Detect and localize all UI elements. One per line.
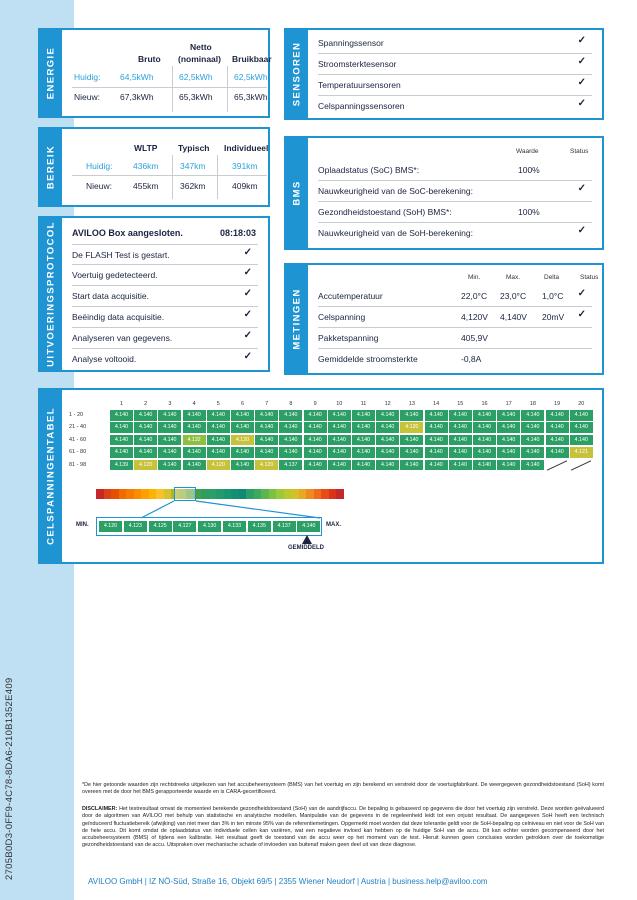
cell-voltage: 4.140: [400, 410, 423, 421]
cell-voltage: 4.137: [279, 460, 302, 471]
cell-voltage: 4.140: [352, 435, 375, 446]
cell-voltage: 4.140: [134, 435, 157, 446]
col-netto-line2: (nominaal): [178, 54, 221, 64]
cell-voltage: 4.140: [328, 460, 351, 471]
bms-row-label: Nauwkeurigheid van de SoH-berekening:: [318, 228, 473, 238]
cell-voltage: 4.140: [279, 435, 302, 446]
bms-tab: BMS: [286, 138, 308, 248]
sensoren-tab: SENSOREN: [286, 30, 308, 118]
cell-voltage: 4.140: [328, 422, 351, 433]
sensoren-panel: [284, 28, 604, 120]
bereik-wltp-current: 436km: [133, 161, 159, 171]
bms-panel: [284, 136, 604, 250]
cell-voltage: 4.140: [255, 447, 278, 458]
col-max: Max.: [506, 274, 521, 281]
average-marker-icon: [302, 535, 312, 544]
cell-voltage: 4.140: [134, 410, 157, 421]
cell-voltage: 4.140: [497, 410, 520, 421]
cell-voltage: 4.140: [400, 447, 423, 458]
scale-value: 4.140: [297, 521, 320, 532]
bms-row-label: Nauwkeurigheid van de SoC-berekening:: [318, 186, 473, 196]
cell-voltage: 4.140: [376, 435, 399, 446]
scale-value: 4.127: [173, 521, 196, 532]
bereik-typisch-new: 362km: [180, 181, 206, 191]
col-status: Status: [570, 148, 589, 155]
footer-contact: AVILOO GmbH | IZ NÖ-Süd, Straße 16, Objekt 69/5 | 2355 Wiener Neudorf | Austria | business.help@aviloo.com: [88, 877, 488, 886]
cell-voltage: 4.120: [134, 460, 157, 471]
cell-voltage: 4.140: [207, 435, 230, 446]
cell-voltage: 4.140: [134, 422, 157, 433]
check-icon: ✓: [577, 309, 586, 320]
cell-voltage: 4.140: [183, 460, 206, 471]
cell-voltage: 4.132: [183, 435, 206, 446]
cell-voltage: 4.140: [473, 410, 496, 421]
scale-value: 4.130: [198, 521, 221, 532]
scale-range-box: [96, 517, 322, 536]
meting-value: 4,120V: [461, 312, 488, 322]
scale-value: 4.137: [273, 521, 296, 532]
energie-bruto-current: 64,5kWh: [120, 72, 154, 82]
cell-voltage: 4.140: [158, 460, 181, 471]
sensor-item: Temperatuursensoren: [318, 80, 401, 90]
cell-voltage: 4.140: [110, 410, 133, 421]
cell-voltage: 4.140: [328, 410, 351, 421]
cell-voltage: 4.140: [352, 460, 375, 471]
energie-panel: [38, 28, 270, 118]
footer-note: *De hier getoonde waarden zijn rechtstreeks uitgelezen van het accubeheersysteem (BMS) van het voertuig en zijn berekend en verstrekt door de voertuigfabrikant. De weergegeven gezondheidstoestand (SoH) komt overeen met de door het BMS gerapporteerde waarde en is CARA-gecertificeerd.: [82, 782, 604, 796]
cell-voltage: 4.140: [231, 422, 254, 433]
cell-voltage: 4.140: [279, 447, 302, 458]
col-bruikbaar: Bruikbaar: [232, 54, 272, 64]
cell-voltage: 4.140: [376, 410, 399, 421]
sensor-item: Celspanningssensoren: [318, 101, 405, 111]
cell-voltage: 4.140: [425, 447, 448, 458]
cell-voltage: 4.140: [304, 460, 327, 471]
cell-voltage: 4.140: [497, 447, 520, 458]
cell-voltage: 4.120: [231, 435, 254, 446]
cell-voltage: 4.140: [134, 447, 157, 458]
col-status: Status: [580, 274, 599, 281]
column-label: 16: [481, 401, 488, 407]
cell-voltage: 4.140: [183, 422, 206, 433]
column-label: 15: [457, 401, 464, 407]
column-label: 18: [529, 401, 536, 407]
check-icon: ✓: [577, 288, 586, 299]
cell-voltage: 4.140: [425, 422, 448, 433]
cell-voltage: 4.140: [473, 460, 496, 471]
check-icon: ✓: [243, 309, 252, 320]
document-id: 2705B0D3-0FF9-4C78-8DA6-210B1352E409: [4, 677, 15, 880]
cell-voltage: 4.140: [570, 410, 593, 421]
check-icon: ✓: [243, 267, 252, 278]
protocol-time: 08:18:03: [219, 228, 256, 238]
energie-label-new: Nieuw:: [74, 92, 100, 102]
scale-value: 4.125: [149, 521, 172, 532]
check-icon: ✓: [577, 56, 586, 67]
check-icon: ✓: [577, 77, 586, 88]
col-wltp: WLTP: [134, 143, 158, 153]
cell-voltage: 4.120: [400, 422, 423, 433]
cell-voltage: 4.120: [255, 460, 278, 471]
cell-voltage: 4.140: [449, 460, 472, 471]
cell-voltage: 4.140: [158, 435, 181, 446]
cell-voltage: 4.140: [158, 422, 181, 433]
column-label: 11: [360, 401, 367, 407]
meting-max: 4,140V: [500, 312, 527, 322]
cell-voltage: 4.140: [497, 422, 520, 433]
cell-voltage: 4.140: [231, 410, 254, 421]
cell-voltage: 4.140: [521, 447, 544, 458]
protocol-step: Analyse voltooid.: [72, 354, 137, 364]
check-icon: ✓: [243, 330, 252, 341]
column-label: 12: [384, 401, 391, 407]
protocol-step: Beëindig data acquisitie.: [72, 312, 165, 322]
energie-bruto-new: 67,3kWh: [120, 92, 154, 102]
column-label: 8: [289, 401, 293, 407]
meting-delta: 1,0°C: [542, 291, 564, 301]
cell-voltage: 4.140: [158, 410, 181, 421]
cell-voltage: 4.140: [328, 435, 351, 446]
cell-voltage: 4.140: [449, 422, 472, 433]
column-label: 5: [216, 401, 220, 407]
meting-max: 23,0°C: [500, 291, 527, 301]
energie-bruikbaar-current: 62,5kWh: [234, 72, 268, 82]
check-icon: ✓: [243, 288, 252, 299]
bereik-typisch-current: 347km: [180, 161, 206, 171]
cell-voltage: 4.140: [546, 435, 569, 446]
protocol-step: Analyseren van gegevens.: [72, 333, 173, 343]
column-label: 7: [265, 401, 269, 407]
uitvoeringsprotocol-tab: UITVOERINGSPROTOCOL: [40, 218, 62, 370]
cell-voltage: 4.140: [400, 460, 423, 471]
col-individueel: Individueel: [224, 143, 269, 153]
meting-value: -0,8A: [461, 354, 482, 364]
cell-voltage: 4.140: [546, 422, 569, 433]
cell-voltage: 4.140: [207, 422, 230, 433]
uitvoeringsprotocol-panel: [38, 216, 270, 372]
column-label: 17: [505, 401, 512, 407]
cell-voltage: 4.140: [449, 447, 472, 458]
cell-voltage: 4.140: [400, 435, 423, 446]
energie-label-current: Huidig:: [74, 72, 101, 82]
col-netto-line1: Netto: [190, 42, 212, 52]
col-waarde: Waarde: [516, 148, 539, 155]
meting-value: 405,9V: [461, 333, 488, 343]
cell-voltage: 4.140: [304, 435, 327, 446]
cell-voltage: 4.140: [110, 447, 133, 458]
cell-voltage: 4.140: [425, 435, 448, 446]
column-label: 6: [240, 401, 245, 407]
cell-voltage: 4.140: [376, 460, 399, 471]
cell-voltage: 4.140: [328, 447, 351, 458]
row-label: 41 - 60: [69, 436, 87, 443]
cell-voltage: 4.140: [352, 422, 375, 433]
bereik-tab: BEREIK: [40, 129, 62, 205]
row-label: 1 - 20: [69, 412, 84, 418]
scale-max-label: MAX.: [326, 522, 341, 528]
cell-voltage: 4.140: [207, 410, 230, 421]
cell-voltage: 4.140: [304, 410, 327, 421]
protocol-step: Voertuig gedetecteerd.: [72, 270, 158, 280]
cell-voltage: 4.140: [521, 460, 544, 471]
column-label: 2: [144, 401, 148, 407]
energie-netto-new: 65,3kWh: [179, 92, 213, 102]
bereik-label-new: Nieuw:: [86, 181, 112, 191]
protocol-step: De FLASH Test is gestart.: [72, 250, 170, 260]
column-label: 14: [433, 401, 440, 407]
cell-voltage: 4.140: [376, 447, 399, 458]
cell-voltage: 4.140: [304, 447, 327, 458]
check-icon: ✓: [577, 183, 586, 194]
col-min: Min.: [468, 274, 481, 281]
meting-label: Gemiddelde stroomsterkte: [318, 354, 418, 364]
cell-voltage: 4.140: [183, 447, 206, 458]
column-label: 3: [168, 401, 172, 407]
cell-voltage: 4.140: [110, 435, 133, 446]
cell-voltage: 4.140: [521, 410, 544, 421]
meting-delta: 20mV: [542, 312, 565, 322]
cell-voltage: 4.140: [449, 435, 472, 446]
row-label: 21 - 40: [69, 424, 87, 431]
sensor-item: Spanningssensor: [318, 38, 384, 48]
scale-min-label: MIN.: [76, 522, 89, 528]
metingen-panel: [284, 263, 604, 375]
cell-voltage: 4.140: [497, 435, 520, 446]
cell-voltage: 4.120: [207, 460, 230, 471]
scale-value: 4.123: [124, 521, 147, 532]
cell-voltage: 4.139: [110, 460, 133, 471]
cell-voltage: 4.140: [521, 422, 544, 433]
cell-voltage: 4.140: [110, 422, 133, 433]
cell-voltage: 4.140: [376, 422, 399, 433]
meting-label: Celspanning: [318, 312, 366, 322]
bms-row-value: 100%: [518, 207, 540, 217]
cell-voltage: 4.140: [473, 422, 496, 433]
column-label: 9: [313, 401, 317, 407]
col-bruto: Bruto: [138, 54, 161, 64]
footer-disclaimer: DISCLAIMER: Het testresultaat omvat de momenteel berekende gezondheidstoestand (SoH) van de aandrijfaccu. De bepaling is gebaseerd op gegevens die door het voertuig zijn verstrekt. Deze worden geëvalueerd door de algoritmen van AVILOO met behulp van statistische en analytische modellen. Manipulatie van de gegevens in de regeleenheid leidt tot een onjuist resultaat. De aangegeven SoH heeft een technisch geïnduceerd fluctuatiebereik (afwijking) van niet meer dan 3% in ten minste 95% van de referentiemetingen. Opgemerkt moet worden dat deze tolerantie geldt voor de SoH-bepaling op celniveau en niet voor de SoH van de hele accu. Dit komt omdat de oplaadstatus van individuele cellen kan variëren, wat een negatieve invloed kan hebben op de huidige SoH van de accu. Dit kan echter worden gecompenseerd door het accubeheersysteem (BMS) of tijdens een kalibratie. Het resultaat geeft de toestand van de accu weer op het moment van de test. Hieruit kunnen geen conclusies worden getrokken over de toekomstige gezondheidstoestand van de accu. Uitspraken over mechanische schade of invloeden van buitenaf maken geen deel uit van deze diagnose.: [82, 806, 605, 849]
cell-voltage: 4.140: [425, 410, 448, 421]
cell-voltage: 4.140: [570, 435, 593, 446]
sensor-item: Stroomsterktesensor: [318, 59, 397, 69]
energie-tab: ENERGIE: [40, 30, 62, 116]
cell-voltage: 4.140: [473, 435, 496, 446]
bereik-individueel-new: 409km: [232, 181, 258, 191]
cell-voltage: 4.121: [570, 447, 593, 458]
column-label: 4: [192, 401, 196, 407]
col-typisch: Typisch: [178, 143, 210, 153]
check-icon: ✓: [243, 247, 252, 258]
check-icon: ✓: [577, 35, 586, 46]
row-label: 81 - 98: [69, 461, 87, 468]
bms-row-value: 100%: [518, 165, 540, 175]
check-icon: ✓: [243, 351, 252, 362]
cell-voltage: 4.140: [473, 447, 496, 458]
cell-voltage: 4.140: [231, 460, 254, 471]
protocol-title: AVILOO Box aangesloten.: [72, 228, 183, 238]
scale-value: 4.133: [223, 521, 246, 532]
cell-voltage: 4.140: [231, 447, 254, 458]
cell-voltage: 4.140: [183, 410, 206, 421]
bereik-label-current: Huidig:: [86, 161, 113, 171]
cell-voltage: 4.140: [546, 410, 569, 421]
scale-value: 4.120: [99, 521, 122, 532]
scale-value: 4.135: [248, 521, 271, 532]
average-label: GEMIDDELD: [288, 545, 324, 551]
meting-label: Accutemperatuur: [318, 291, 383, 301]
bereik-panel: [38, 127, 270, 207]
cell-voltage: 4.140: [207, 447, 230, 458]
col-delta: Delta: [544, 274, 560, 281]
cell-voltage: 4.140: [546, 447, 569, 458]
cell-voltage: 4.140: [570, 422, 593, 433]
column-label: 1: [119, 401, 124, 407]
meting-value: 22,0°C: [461, 291, 488, 301]
bereik-individueel-current: 391km: [232, 161, 258, 171]
cell-voltage: 4.140: [425, 460, 448, 471]
metingen-tab: METINGEN: [286, 265, 308, 373]
cell-voltage: 4.140: [304, 422, 327, 433]
cell-voltage: 4.140: [352, 410, 375, 421]
check-icon: ✓: [577, 98, 586, 109]
cell-voltage: 4.140: [449, 410, 472, 421]
energie-bruikbaar-new: 65,3kWh: [234, 92, 268, 102]
protocol-step: Start data acquisitie.: [72, 291, 150, 301]
column-label: 19: [554, 401, 561, 407]
empty-cell-slash: [571, 460, 591, 470]
cell-voltage: 4.140: [497, 460, 520, 471]
empty-cell-slash: [546, 460, 566, 470]
column-label: 10: [336, 401, 343, 407]
column-label: 20: [578, 401, 585, 407]
cell-voltage: 4.140: [279, 410, 302, 421]
cell-voltage: 4.140: [158, 447, 181, 458]
cell-voltage: 4.140: [255, 435, 278, 446]
column-label: 13: [408, 401, 415, 407]
celspanning-tab: CELSPANNINGENTABEL: [40, 390, 62, 562]
bms-row-label: Oplaadstatus (SoC) BMS*:: [318, 165, 420, 175]
bereik-wltp-new: 455km: [133, 181, 159, 191]
cell-voltage: 4.140: [521, 435, 544, 446]
row-label: 61 - 80: [69, 449, 87, 456]
cell-voltage: 4.140: [255, 422, 278, 433]
celspanning-panel: [38, 388, 604, 564]
energie-netto-current: 62,5kWh: [179, 72, 213, 82]
cell-voltage: 4.140: [279, 422, 302, 433]
meting-label: Pakketspanning: [318, 333, 379, 343]
cell-voltage: 4.140: [352, 447, 375, 458]
check-icon: ✓: [577, 225, 586, 236]
bms-row-label: Gezondheidstoestand (SoH) BMS*:: [318, 207, 452, 217]
cell-voltage: 4.140: [255, 410, 278, 421]
